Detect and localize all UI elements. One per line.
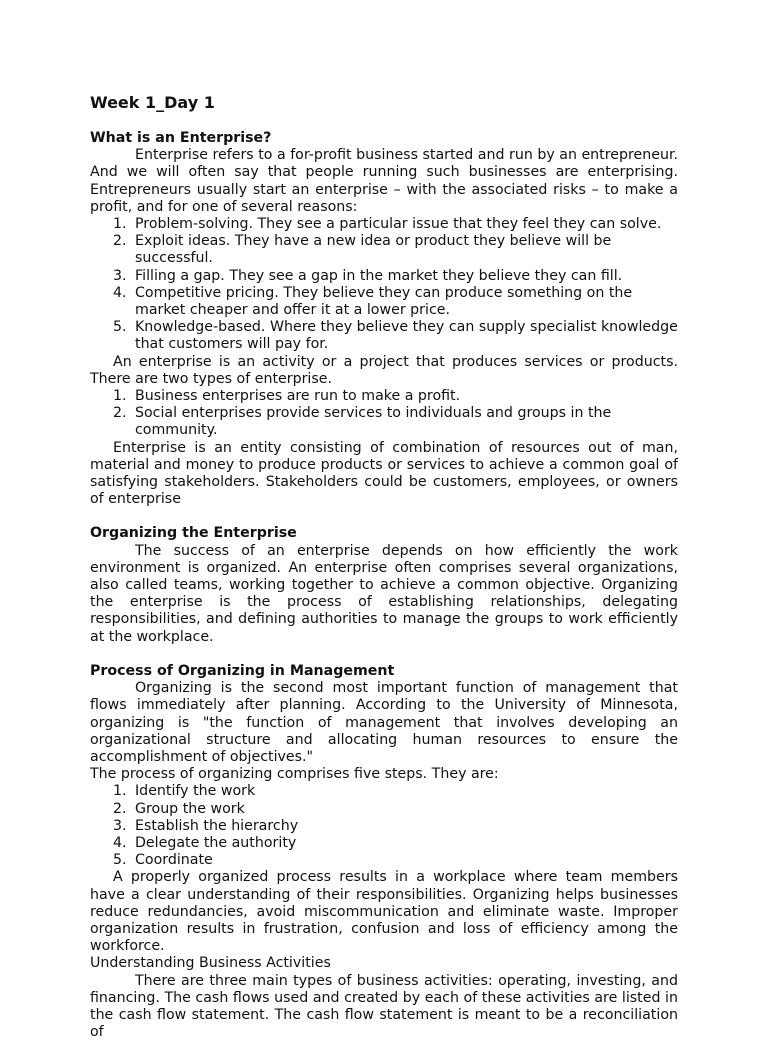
paragraph: The success of an enterprise depends on how efficiently the work environment is organized. An enterprise often comprises several organizations, also called teams, working together to achieve a common objective. Organizing the enterprise is the process of establishing relationships, delegating responsibilities, and defining authorities to manage the groups to work efficiently at the workplace. [90,542,678,645]
spacer [90,508,678,525]
list-item: 3. Establish the hierarchy [113,817,299,834]
list-item-text: Knowledge-based. Where they believe they can supply specialist knowledge that customers will pay for. [135,319,678,353]
paragraph: Enterprise is an entity consisting of combination of resources out of man, material and money to produce products or services to achieve a common goal of satisfying stakeholders. Stakeholders could be customers, employees, or owners of enterprise [90,439,678,508]
list-item: 3. Filling a gap. They see a gap in the market they believe they can fill. [113,267,623,284]
list-item: 1. Business enterprises are run to make a profit. [113,388,461,405]
enterprise-types-list [90,388,678,440]
list-item-text: Establish the hierarchy [135,817,299,834]
list-item: 2. Group the work [113,800,245,817]
list-item: 5. Coordinate [113,852,213,869]
list-item: 2. Social enterprises provide services to individuals and groups in the community. [113,405,612,439]
list-item: 1. Problem-solving. They see a particular issue that they feel they can solve. [113,216,662,233]
list-item: 2. Exploit ideas. They have a new idea or product they believe will be successful. [113,233,612,267]
list-item-text: Delegate the authority [135,834,297,851]
list-item: 5. Knowledge-based. Where they believe they can supply specialist knowledge that customers will pay for. [113,319,678,353]
list-item-text: Social enterprises provide services to individuals and groups in the community. [135,405,612,439]
list-item-text: Competitive pricing. They believe they can produce something on the market cheaper and offer it at a lower price. [135,284,633,319]
reasons-list [90,216,678,354]
list-item-text: Identify the work [135,783,256,800]
paragraph: A properly organized process results in a workplace where team members have a clear understanding of their responsibilities. Organizing helps businesses reduce redundancies, avoid miscommunication and eliminate waste. Improper organization results in frustration, confusion and loss of efficiency among the workforce. [90,869,678,955]
paragraph: An enterprise is an activity or a project that produces services or products. There are two types of enterprise. [90,353,678,387]
steps-list [90,783,678,869]
paragraph: Organizing is the second most important function of management that flows immediately after planning. According to the University of Minnesota, organizing is "the function of management that involves developing an organizational structure and allocating human resources to ensure the accomplishment of objectives." [90,680,678,765]
paragraph: There are three main types of business activities: operating, investing, and financing. The cash flows used and created by each of these activities are listed in the cash flow statement. The cash flow statement is meant to be a reconciliation of [90,972,678,1041]
page-title: Week 1_Day 1 [90,93,215,112]
list-item-text: Filling a gap. They see a gap in the market they believe they can fill. [135,267,623,284]
list-item: 1. Identify the work [113,783,256,800]
subheading-business-activities: Understanding Business Activities [90,955,331,972]
paragraph: The process of organizing comprises five steps. They are: [90,766,499,783]
list-item-text: Coordinate [135,852,213,869]
list-item-text: Group the work [135,800,245,817]
section-heading-organizing: Organizing the Enterprise [90,525,297,542]
list-item: 4. Competitive pricing. They believe they can produce something on the market cheaper and offer it at a lower price. [113,284,633,319]
section-heading-process: Process of Organizing in Management [90,662,395,679]
list-item: 4. Delegate the authority [113,834,297,851]
list-item-text: Problem-solving. They see a particular issue that they feel they can solve. [135,216,662,233]
list-item-text: Exploit ideas. They have a new idea or product they believe will be successful. [135,233,612,267]
spacer [90,646,678,663]
paragraph: Enterprise refers to a for-profit business started and run by an entrepreneur. And we will often say that people running such businesses are enterprising. Entrepreneurs usually start an enterprise – with the associated risks – to make a profit, and for one of several reasons: [90,147,678,215]
list-item-text: Business enterprises are run to make a profit. [135,388,461,405]
document-body [90,92,678,1041]
section-heading-enterprise: What is an Enterprise? [90,130,272,146]
